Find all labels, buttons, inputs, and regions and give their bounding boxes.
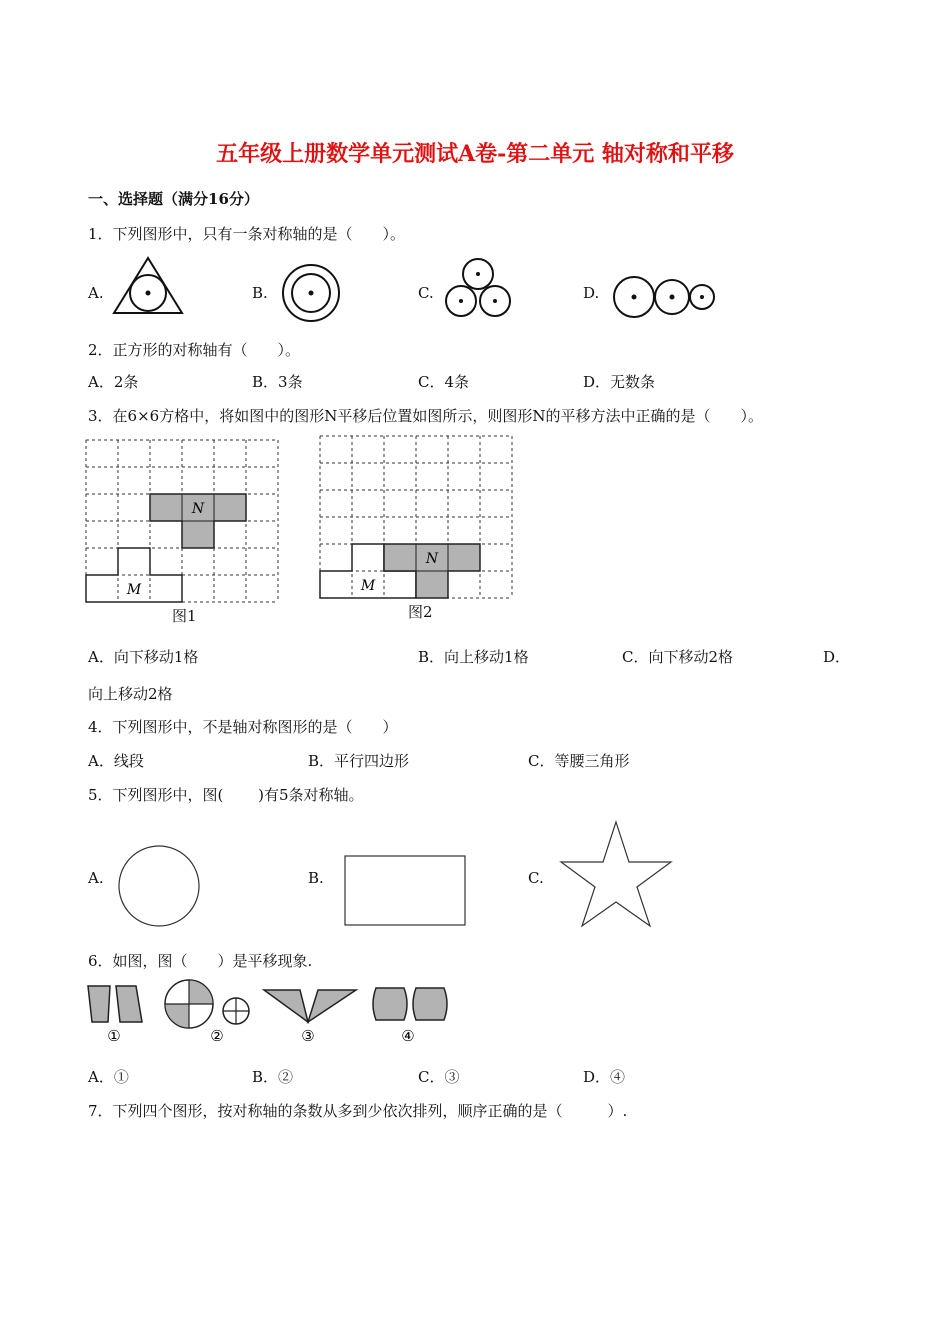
q5-option-c-label: C. [528,869,544,887]
figure-1-caption: 图1 [172,607,197,625]
concentric-circles-figure [280,262,342,324]
q4-option-a: A．线段 [88,752,144,770]
q5-option-b-label: B. [308,869,324,887]
q4-option-b: B．平行四边形 [308,752,410,770]
q1-option-c-label: C. [418,284,434,302]
q3-option-c: C．向下移动2格 [622,648,734,666]
q2-option-a: A．2条 [88,373,139,391]
q2-option-c: C．4条 [418,373,470,391]
question-2-text: 2．正方形的对称轴有（ ）。 [88,341,301,359]
circle-in-triangle-figure [112,255,184,317]
figure-2-m-label: M [360,578,376,594]
q3-option-d: D． [823,648,851,666]
five-point-star-figure [560,820,674,928]
q6-option-c: C．③ [418,1068,460,1086]
figure-label-3: ③ [301,1027,315,1045]
figure-label-2: ② [210,1027,224,1045]
q5-option-a-label: A. [88,869,104,887]
question-1-text: 1．下列图形中，只有一条对称轴的是（ ）。 [88,225,406,243]
page-title: 五年级上册数学单元测试A卷-第二单元 轴对称和平移 [216,141,734,167]
circle-figure [118,845,202,929]
grid-figure-1 [86,440,280,604]
figure-label-4: ④ [401,1027,415,1045]
figure-2-caption: 图2 [408,603,433,621]
question-7-text: 7．下列四个图形，按对称轴的条数从多到少依次排列，顺序正确的是（ ）. [88,1102,628,1120]
figure-2-n-label: N [425,551,439,567]
q4-option-c: C．等腰三角形 [528,752,630,770]
q3-option-a: A．向下移动1格 [88,648,199,666]
q1-option-a-label: A. [88,284,104,302]
q1-option-d-label: D. [583,284,600,302]
rectangle-figure [344,855,468,927]
q3-option-d-continued: 向上移动2格 [88,685,173,703]
figure-1-n-label: N [191,501,205,517]
q2-option-d: D．无数条 [583,373,656,391]
q2-option-b: B．3条 [252,373,303,391]
three-circles-row-figure [612,274,716,320]
question-4-text: 4．下列图形中，不是轴对称图形的是（ ） [88,718,398,736]
grid-figure-2 [320,436,514,600]
translation-figures [86,982,456,1048]
question-3-text: 3．在6×6方格中，将如图中的图形N平移后位置如图所示，则图形N的平移方法中正确的是（ ）。 [88,407,763,425]
q1-option-b-label: B. [252,284,268,302]
question-6-text: 6．如图，图（ ）是平移现象. [88,952,313,970]
three-circles-cluster-figure [443,257,513,319]
q6-option-b: B．② [252,1068,294,1086]
figure-label-1: ① [107,1027,121,1045]
q6-option-a: A．① [88,1068,129,1086]
q6-option-d: D．④ [583,1068,626,1086]
section-heading: 一、选择题（满分16分） [88,190,259,208]
q3-option-b: B．向上移动1格 [418,648,529,666]
question-5-text: 5．下列图形中，图( )有5条对称轴。 [88,786,364,804]
figure-1-m-label: M [126,582,142,598]
